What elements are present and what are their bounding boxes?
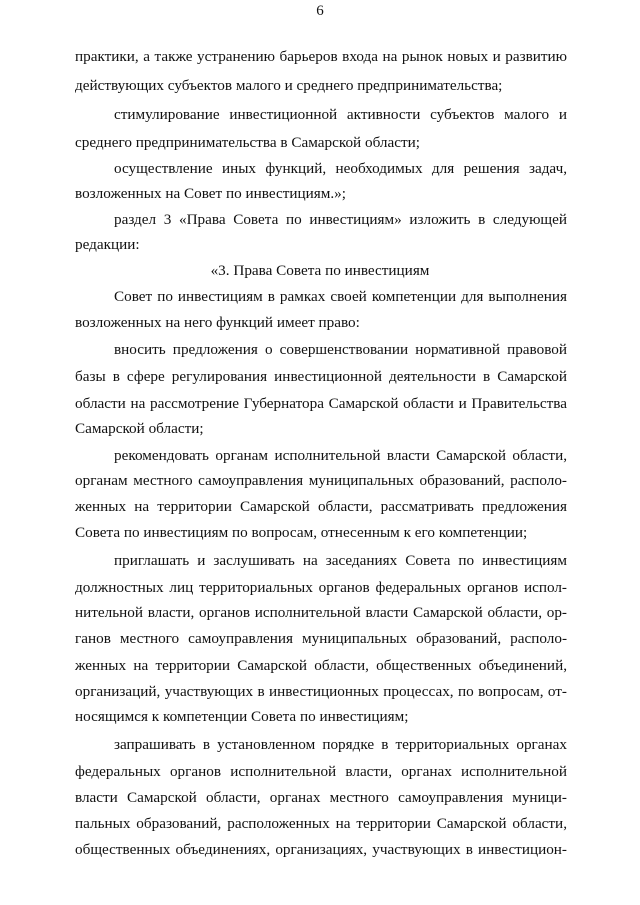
text-line: ганов местного самоуправления муниципальных образований, располо- — [75, 630, 567, 647]
text-line: нительной власти, органов исполнительной власти Самарской области, ор- — [75, 604, 567, 621]
text-line: возложенных на него функций имеет право: — [75, 314, 360, 331]
text-line: федеральных органов исполнительной власти, органах исполнительной — [75, 763, 567, 780]
text-line: Совета по инвестициям по вопросам, отнесенным к его компетенции; — [75, 524, 528, 541]
text-line: действующих субъектов малого и среднего предпринимательства; — [75, 77, 503, 94]
text-line: должностных лиц территориальных органов федеральных органов испол- — [75, 579, 567, 596]
text-line: женных на территории Самарской области, рассматривать предложения — [75, 498, 567, 515]
text-line: редакции: — [75, 236, 140, 253]
text-line: запрашивать в установленном порядке в территориальных органах — [114, 736, 567, 753]
text-line: практики, а также устранению барьеров входа на рынок новых и развитию — [75, 48, 567, 65]
text-line: Самарской области; — [75, 420, 204, 437]
text-line: рекомендовать органам исполнительной власти Самарской области, — [114, 447, 567, 464]
text-line: приглашать и заслушивать на заседаниях Совета по инвестициям — [114, 552, 567, 569]
text-line: пальных образований, расположенных на территории Самарской области, — [75, 815, 567, 832]
text-line: женных на территории Самарской области, общественных объединений, — [75, 657, 567, 674]
text-line: органам местного самоуправления муниципальных образований, располо- — [75, 472, 567, 489]
text-line: организаций, участвующих в инвестиционных процессах, по вопросам, от- — [75, 683, 567, 700]
text-line: общественных объединениях, организациях, участвующих в инвестицион- — [75, 841, 567, 858]
text-line: области на рассмотрение Губернатора Самарской области и Правительства — [75, 395, 567, 412]
text-line: вносить предложения о совершенствовании нормативной правовой — [114, 341, 567, 358]
text-line: базы в сфере регулирования инвестиционной деятельности в Самарской — [75, 368, 567, 385]
text-line: стимулирование инвестиционной активности субъектов малого и — [114, 106, 567, 123]
text-line: носящимся к компетенции Совета по инвестициям; — [75, 708, 409, 725]
text-line: раздел 3 «Права Совета по инвестициям» изложить в следующей — [114, 211, 567, 228]
text-line: среднего предпринимательства в Самарской области; — [75, 134, 420, 151]
text-line: власти Самарской области, органах местного самоуправления муници- — [75, 789, 567, 806]
text-line: осуществление иных функций, необходимых для решения задач, — [114, 160, 567, 177]
text-line: Совет по инвестициям в рамках своей компетенции для выполнения — [114, 288, 567, 305]
text-line: возложенных на Совет по инвестициям.»; — [75, 185, 346, 202]
section-heading: «3. Права Совета по инвестициям — [210, 262, 430, 279]
page-number: 6 — [316, 3, 324, 19]
